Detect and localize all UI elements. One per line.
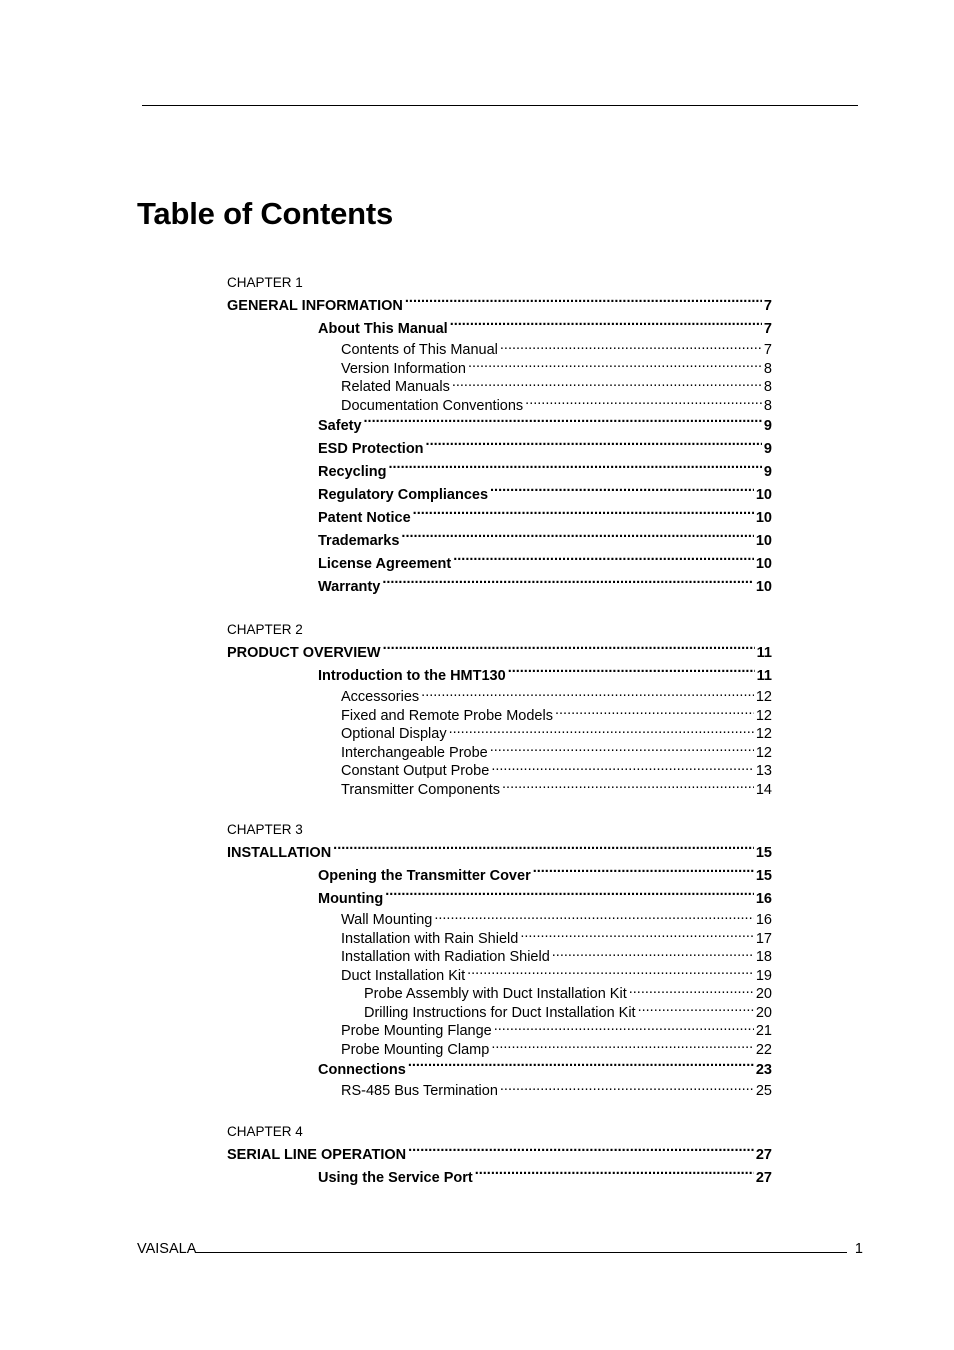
dot-leader <box>500 342 762 354</box>
toc-chapter <box>227 272 772 599</box>
toc-entry[interactable] <box>318 865 772 888</box>
dot-leader <box>450 321 762 333</box>
toc-entry-page: 19 <box>755 967 772 984</box>
toc-entry-title: Transmitter Components <box>341 781 501 798</box>
dot-leader <box>389 464 762 476</box>
toc-entry[interactable] <box>341 1041 772 1060</box>
toc-entry[interactable] <box>341 360 772 379</box>
toc-entry-page: 17 <box>755 930 772 947</box>
toc-chapter-entry[interactable] <box>227 841 772 865</box>
footer-rule <box>196 1238 847 1253</box>
dot-leader <box>426 441 762 453</box>
dot-leader <box>555 708 754 720</box>
toc-entry[interactable] <box>318 415 772 438</box>
dot-leader <box>491 763 754 775</box>
toc-entry-title: Duct Installation Kit <box>341 967 466 984</box>
toc-entry-page: 9 <box>763 441 772 457</box>
dot-leader <box>364 418 762 430</box>
toc-entry[interactable] <box>364 985 772 1004</box>
toc-entry-title: Wall Mounting <box>341 912 433 928</box>
toc-entry[interactable] <box>318 507 772 530</box>
toc-entry[interactable] <box>318 438 772 461</box>
toc-entry[interactable] <box>341 1082 772 1101</box>
dot-leader <box>520 931 754 943</box>
toc-entry-page: 9 <box>763 464 772 480</box>
toc-entry[interactable] <box>318 553 772 576</box>
toc-entry-page: 7 <box>763 321 772 337</box>
toc-entry-page: 16 <box>755 891 772 907</box>
toc-entry[interactable] <box>318 576 772 599</box>
toc-entry-title: Optional Display <box>341 726 447 742</box>
dot-leader <box>452 379 762 391</box>
toc-entry-page: 10 <box>755 556 772 572</box>
dot-leader <box>333 845 754 857</box>
toc-entry-page: 20 <box>755 1004 772 1021</box>
toc-entry-page: 12 <box>755 744 772 761</box>
dot-leader <box>502 782 754 794</box>
toc-entry-title: SERIAL LINE OPERATION <box>227 1146 407 1163</box>
toc-entry-page: 10 <box>755 579 772 595</box>
toc-entry-page: 7 <box>763 342 772 358</box>
toc-chapter-entry[interactable] <box>227 1143 772 1167</box>
dot-leader <box>405 298 762 310</box>
toc-entry[interactable] <box>341 911 772 930</box>
dot-leader <box>468 361 762 373</box>
toc-entry-page: 15 <box>755 845 772 861</box>
toc-entry-title: Using the Service Port <box>318 1169 473 1186</box>
toc-entry-title: Recycling <box>318 464 387 480</box>
toc-entry[interactable] <box>341 930 772 949</box>
dot-leader <box>467 968 754 980</box>
chapter-label: CHAPTER 4 <box>227 1123 303 1139</box>
toc-entry[interactable] <box>318 1167 772 1190</box>
toc-entry-page: 11 <box>756 645 772 661</box>
toc-entry-page: 23 <box>755 1062 772 1078</box>
toc-entry[interactable] <box>318 318 772 341</box>
toc-entry[interactable] <box>318 484 772 507</box>
dot-leader <box>408 1062 754 1074</box>
toc-entry[interactable] <box>318 888 772 911</box>
toc-entry-page: 7 <box>763 298 772 314</box>
toc-chapter <box>227 819 772 1101</box>
toc-entry-title: Version Information <box>341 360 466 377</box>
dot-leader <box>401 533 753 545</box>
chapter-label: CHAPTER 1 <box>227 275 303 290</box>
table-of-contents <box>227 272 772 1210</box>
footer-brand: VAISALA <box>137 1241 197 1257</box>
toc-entry[interactable] <box>341 967 772 986</box>
dot-leader <box>453 556 754 568</box>
toc-entry-title: Probe Assembly with Duct Installation Kit <box>364 986 627 1002</box>
toc-entry-title: Regulatory Compliances <box>318 487 489 503</box>
toc-entry-page: 12 <box>755 707 772 724</box>
page-title: Table of Contents <box>137 196 394 231</box>
toc-entry[interactable] <box>341 948 772 967</box>
page-number: 1 <box>854 1241 863 1257</box>
toc-entry-page: 8 <box>763 379 772 395</box>
dot-leader <box>490 745 754 757</box>
toc-entry-page: 11 <box>756 668 772 684</box>
dot-leader <box>638 1005 754 1017</box>
toc-entry-title: Warranty <box>318 579 381 595</box>
toc-entry-title: License Agreement <box>318 556 452 572</box>
toc-entry[interactable] <box>341 725 772 744</box>
toc-chapter-entry[interactable] <box>227 294 772 318</box>
toc-entry-title: Documentation Conventions <box>341 397 524 414</box>
toc-entry-title: RS-485 Bus Termination <box>341 1083 498 1099</box>
toc-entry-title: Installation with Rain Shield <box>341 930 519 947</box>
toc-entry-title: Probe Mounting Flange <box>341 1023 492 1039</box>
toc-entry[interactable] <box>341 688 772 707</box>
dot-leader <box>421 689 754 701</box>
chapter-label: CHAPTER 3 <box>227 822 303 837</box>
toc-entry-title: Introduction to the HMT130 <box>318 668 506 684</box>
toc-entry-page: 20 <box>755 986 772 1002</box>
toc-entry-title: Contents of This Manual <box>341 342 498 358</box>
toc-entry[interactable] <box>341 1022 772 1041</box>
toc-entry-page: 14 <box>755 781 772 798</box>
toc-entry[interactable] <box>341 378 772 397</box>
toc-entry-title: About This Manual <box>318 321 448 337</box>
toc-entry[interactable] <box>341 781 772 800</box>
toc-entry-title: Patent Notice <box>318 510 411 526</box>
toc-entry-page: 12 <box>755 689 772 705</box>
toc-entry-title: Probe Mounting Clamp <box>341 1041 490 1058</box>
dot-leader <box>449 726 754 738</box>
toc-entry-page: 9 <box>763 418 772 434</box>
toc-entry-page: 15 <box>755 868 772 884</box>
toc-entry[interactable] <box>341 762 772 781</box>
toc-entry-title: Interchangeable Probe <box>341 744 488 761</box>
toc-chapter <box>227 1121 772 1190</box>
dot-leader <box>382 579 754 591</box>
toc-entry[interactable] <box>318 1059 772 1082</box>
dot-leader <box>408 1147 754 1159</box>
toc-entry-title: INSTALLATION <box>227 845 332 861</box>
dot-leader <box>494 1023 754 1035</box>
toc-entry-page: 10 <box>755 510 772 526</box>
toc-entry-page: 16 <box>755 912 772 928</box>
toc-entry-title: Accessories <box>341 689 420 705</box>
toc-entry-page: 8 <box>763 360 772 377</box>
toc-chapter-entry[interactable] <box>227 641 772 665</box>
toc-entry[interactable] <box>318 530 772 553</box>
toc-entry-page: 22 <box>755 1041 772 1058</box>
toc-entry-page: 27 <box>755 1146 772 1163</box>
toc-entry-page: 21 <box>755 1023 772 1039</box>
toc-entry-page: 27 <box>755 1169 772 1186</box>
dot-leader <box>629 986 754 998</box>
toc-entry[interactable] <box>341 341 772 360</box>
toc-entry-title: Related Manuals <box>341 379 450 395</box>
toc-entry[interactable] <box>341 744 772 763</box>
toc-entry-title: Trademarks <box>318 533 400 549</box>
toc-entry[interactable] <box>341 707 772 726</box>
dot-leader <box>383 645 755 657</box>
toc-entry-page: 12 <box>755 726 772 742</box>
toc-entry-title: Constant Output Probe <box>341 763 490 779</box>
dot-leader <box>500 1083 754 1095</box>
toc-entry-page: 18 <box>755 949 772 965</box>
toc-entry-title: Mounting <box>318 891 384 907</box>
dot-leader <box>491 1042 754 1054</box>
dot-leader <box>533 868 754 880</box>
toc-entry-title: Opening the Transmitter Cover <box>318 868 531 884</box>
toc-entry-page: 25 <box>755 1083 772 1099</box>
dot-leader <box>525 398 762 410</box>
toc-entry-page: 10 <box>755 533 772 549</box>
toc-entry[interactable] <box>318 665 772 688</box>
chapter-label: CHAPTER 2 <box>227 622 303 637</box>
toc-entry-title: GENERAL INFORMATION <box>227 298 403 314</box>
toc-entry-page: 13 <box>755 763 772 779</box>
toc-entry[interactable] <box>341 397 772 416</box>
dot-leader <box>434 912 754 924</box>
dot-leader <box>552 949 754 961</box>
toc-entry-title: Installation with Radiation Shield <box>341 949 550 965</box>
page-footer <box>137 1238 863 1257</box>
toc-entry-page: 8 <box>763 397 772 414</box>
toc-entry-title: Drilling Instructions for Duct Installation Kit <box>364 1004 636 1021</box>
toc-entry[interactable] <box>364 1004 772 1023</box>
toc-entry-page: 10 <box>755 487 772 503</box>
toc-entry-title: ESD Protection <box>318 441 424 457</box>
header-rule <box>142 105 858 106</box>
toc-entry-title: Safety <box>318 418 362 434</box>
dot-leader <box>508 668 755 680</box>
dot-leader <box>413 510 754 522</box>
dot-leader <box>490 487 754 499</box>
toc-entry-title: PRODUCT OVERVIEW <box>227 645 381 661</box>
toc-entry-title: Fixed and Remote Probe Models <box>341 707 553 724</box>
toc-entry[interactable] <box>318 461 772 484</box>
dot-leader <box>385 891 754 903</box>
toc-chapter <box>227 619 772 799</box>
dot-leader <box>475 1170 754 1182</box>
toc-entry-title: Connections <box>318 1062 406 1078</box>
